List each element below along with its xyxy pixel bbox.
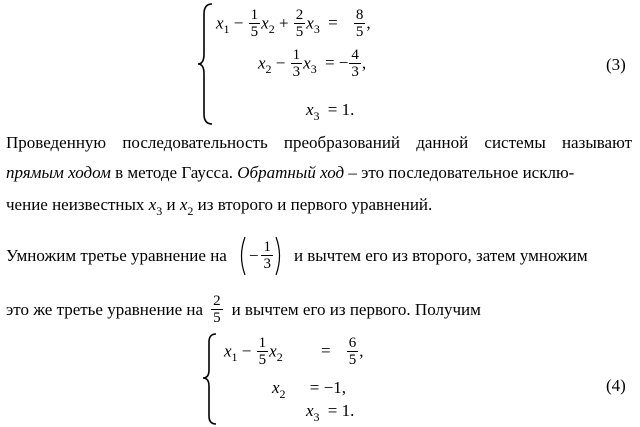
system3-row1: $x_1$ − $\frac{1}{5}$ $x_2$ + $\frac{2}{5}$ $x_3$ = $\frac{8}{5}$ , (216, 7, 371, 40)
fraction: $\frac{6}{5}$ (348, 335, 357, 368)
paragraph1-line2: прямым ходом в методе Гаусса. Обратный ход – это последовательное исклю- (6, 163, 575, 182)
system3-row3: $x_3 = 1$. (306, 100, 355, 123)
system3-row2: $x_2$ − $\frac{1}{3}$ $x_3$ = − $\frac{4}{3}$ , (258, 47, 367, 80)
system4-row1: $x_1$ − $\frac{1}{5}$ $x_2$ = $\frac{6}{5}$ , (224, 335, 364, 368)
parenthesized-fraction: − $\frac{1}{3}$ (237, 235, 284, 277)
paragraph1-line3: чение неизвестных $x_3$ и $x_2$ из второго и первого уравнений. (6, 195, 433, 218)
fraction: $\frac{1}{5}$ (258, 335, 267, 368)
system4-row3: $x_3 = 1$. (306, 401, 355, 424)
fraction: $\frac{4}{3}$ (351, 47, 359, 80)
left-paren (237, 235, 247, 277)
fraction: $\frac{1}{3}$ (263, 238, 271, 272)
equation-number-3: (3) (606, 55, 626, 74)
fraction: $\frac{2}{5}$ (213, 292, 221, 326)
fraction: $\frac{1}{3}$ (292, 47, 301, 80)
system3-brace (196, 2, 216, 126)
right-paren (274, 235, 284, 277)
equation-number-4: (4) (606, 376, 626, 395)
paragraph2-line1: Умножим третье уравнение на − $\frac{1}{3}$ и вычтем его из второго, затем умножим (6, 236, 588, 276)
fraction: $\frac{2}{5}$ (295, 7, 304, 40)
paragraph1-line1: Проведенную последовательность преобразований данной системы называют (6, 133, 632, 152)
paragraph2-line2: это же третье уравнение на $\frac{2}{5}$ и вычтем его из первого. Получим (6, 292, 481, 326)
system4-row2: $x_2 = -1$, (272, 378, 346, 401)
system4-brace (200, 332, 220, 426)
fraction: $\frac{8}{5}$ (355, 7, 364, 40)
fraction: $\frac{1}{5}$ (250, 7, 259, 40)
